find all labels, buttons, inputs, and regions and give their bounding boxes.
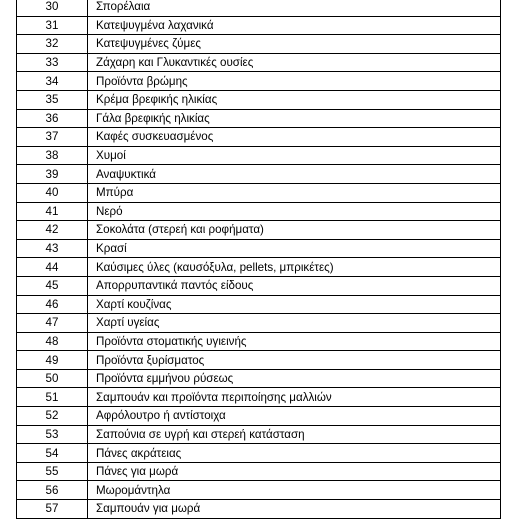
row-number: 33 — [17, 53, 88, 72]
table-row — [17, 295, 501, 314]
product-name: Σπορέλαια — [88, 0, 501, 16]
product-name: Απορρυπαντικά παντός είδους — [88, 276, 501, 295]
table-row — [17, 128, 501, 147]
table-row — [17, 90, 501, 109]
product-name: Αφρόλουτρο ή αντίστοιχα — [88, 407, 501, 426]
table-row — [17, 239, 501, 258]
product-name: Καφές συσκευασμένος — [88, 128, 501, 147]
table-row — [17, 165, 501, 184]
product-name: Πάνες ακράτειας — [88, 444, 501, 463]
row-number: 54 — [17, 444, 88, 463]
table-row — [17, 444, 501, 463]
product-name: Πάνες για μωρά — [88, 462, 501, 481]
product-name: Χαρτί υγείας — [88, 314, 501, 333]
product-name: Προϊόντα εμμήνου ρύσεως — [88, 369, 501, 388]
table-row — [17, 332, 501, 351]
row-number: 46 — [17, 295, 88, 314]
table-row — [17, 258, 501, 277]
row-number: 51 — [17, 388, 88, 407]
table-row — [17, 146, 501, 165]
table-row — [17, 53, 501, 72]
row-number: 49 — [17, 351, 88, 370]
product-name: Κατεψυγμένα λαχανικά — [88, 16, 501, 35]
table-row — [17, 369, 501, 388]
product-name: Κατεψυγμένες ζύμες — [88, 35, 501, 54]
table-row — [17, 109, 501, 128]
row-number: 48 — [17, 332, 88, 351]
table-row — [17, 407, 501, 426]
row-number: 42 — [17, 221, 88, 240]
table-row — [17, 462, 501, 481]
table-row — [17, 500, 501, 519]
table-row — [17, 314, 501, 333]
row-number: 47 — [17, 314, 88, 333]
product-name: Σαπούνια σε υγρή και στερεή κατάσταση — [88, 425, 501, 444]
row-number: 37 — [17, 128, 88, 147]
product-name: Καύσιμες ύλες (καυσόξυλα, pellets, μπρικέτες) — [88, 258, 501, 277]
product-name: Αναψυκτικά — [88, 165, 501, 184]
row-number: 53 — [17, 425, 88, 444]
product-name: Νερό — [88, 202, 501, 221]
product-name: Σοκολάτα (στερεή και ροφήματα) — [88, 221, 501, 240]
table-row — [17, 388, 501, 407]
product-name: Κρασί — [88, 239, 501, 258]
product-name: Προϊόντα στοματικής υγιεινής — [88, 332, 501, 351]
row-number: 35 — [17, 90, 88, 109]
row-number: 30 — [17, 0, 88, 16]
table-row — [17, 16, 501, 35]
product-name: Προϊόντα ξυρίσματος — [88, 351, 501, 370]
table-row — [17, 351, 501, 370]
product-name: Χυμοί — [88, 146, 501, 165]
row-number: 55 — [17, 462, 88, 481]
product-name: Κρέμα βρεφικής ηλικίας — [88, 90, 501, 109]
product-name: Προϊόντα βρώμης — [88, 72, 501, 91]
product-name: Ζάχαρη και Γλυκαντικές ουσίες — [88, 53, 501, 72]
row-number: 45 — [17, 276, 88, 295]
row-number: 34 — [17, 72, 88, 91]
row-number: 57 — [17, 500, 88, 519]
row-number: 38 — [17, 146, 88, 165]
row-number: 56 — [17, 481, 88, 500]
row-number: 44 — [17, 258, 88, 277]
table-row — [17, 202, 501, 221]
table-row — [17, 0, 501, 16]
table-row — [17, 276, 501, 295]
table-row — [17, 35, 501, 54]
row-number: 43 — [17, 239, 88, 258]
product-name: Μπύρα — [88, 183, 501, 202]
product-name: Σαμπουάν για μωρά — [88, 500, 501, 519]
product-name: Χαρτί κουζίνας — [88, 295, 501, 314]
table-row — [17, 481, 501, 500]
row-number: 41 — [17, 202, 88, 221]
product-name: Σαμπουάν και προϊόντα περιποίησης μαλλιών — [88, 388, 501, 407]
row-number: 50 — [17, 369, 88, 388]
row-number: 31 — [17, 16, 88, 35]
row-number: 36 — [17, 109, 88, 128]
table-row — [17, 425, 501, 444]
product-name: Γάλα βρεφικής ηλικίας — [88, 109, 501, 128]
row-number: 39 — [17, 165, 88, 184]
products-table-body — [17, 0, 501, 518]
table-row — [17, 183, 501, 202]
row-number: 32 — [17, 35, 88, 54]
products-table — [16, 0, 501, 519]
table-row — [17, 72, 501, 91]
product-name: Μωρομάντηλα — [88, 481, 501, 500]
row-number: 52 — [17, 407, 88, 426]
table-row — [17, 221, 501, 240]
row-number: 40 — [17, 183, 88, 202]
